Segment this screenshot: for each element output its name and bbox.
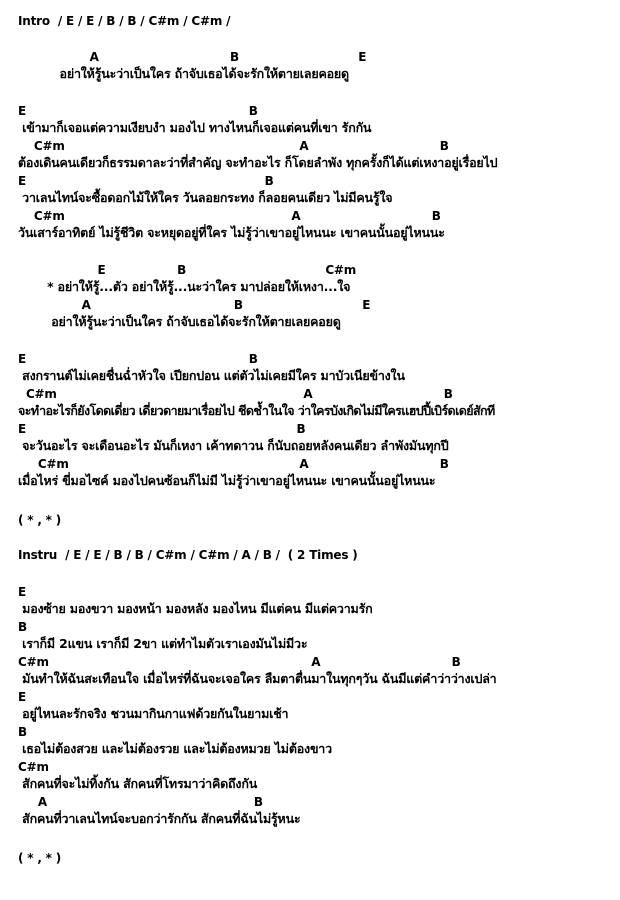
lyric-line: วันเสาร์อาทิตย์ ไม่รู้ชีวิต จะหยุดอยู่ที่ใคร ไม่รู้ว่าเขาอยู่ไหนนะ เขาคนนั้นอยู่ไหนนะ bbox=[18, 225, 445, 240]
chord-line: A B E bbox=[18, 50, 367, 64]
chord-line: E B bbox=[18, 352, 258, 366]
lyric-line: มองซ้าย มองขวา มองหน้า มองหลัง มองไหน มีแต่คน มีแต่ความรัก bbox=[18, 601, 373, 616]
lyric-line: อยู่ไหนละรักจริง ชวนมากินกาแฟด้วยกันในยามเช้า bbox=[18, 706, 289, 721]
chord-line: C#m A B bbox=[18, 457, 449, 471]
chord-line: E B bbox=[18, 174, 274, 188]
lyric-line: สงกรานต์ไม่เคยชื่นฉ่ำหัวใจ เปียกปอน แต่ตัวไม่เคยมีใคร มาบัวเนียข้างใน bbox=[18, 368, 405, 383]
chord-line: E B bbox=[18, 422, 306, 436]
chord-line: B bbox=[18, 725, 27, 739]
lyric-line: ต้องเดินคนเดียวก็ธรรมดาละว่าที่สำคัญ จะทำอะไร ก็โดยลำพัง ทุกครั้งก็ได้แต่เหงาอยู่เรื่อยไป bbox=[18, 155, 498, 170]
chord-line: E B bbox=[18, 104, 258, 118]
lyric-line: มันทำให้ฉันสะเทือนใจ เมื่อไหร่ที่ฉันจะเจอใคร ลืมตาตื่นมาในทุกๆวัน ฉันมีแต่คำว่าว่างเปล่า bbox=[18, 671, 497, 686]
repeat-marker: ( * , * ) bbox=[18, 513, 61, 527]
chord-line: B bbox=[18, 620, 27, 634]
lyric-line: อย่าให้รู้นะว่าเป็นใคร ถ้าจับเธอได้จะรักให้ตายเลยคอยดู bbox=[18, 314, 341, 329]
chord-line: C#m A B bbox=[18, 387, 453, 401]
lyric-line: อย่าให้รู้นะว่าเป็นใคร ถ้าจับเธอได้จะรักให้ตายเลยคอยดู bbox=[18, 66, 349, 81]
chord-line: A B bbox=[18, 795, 263, 809]
lyric-line: จะทำอะไรก็ยังโดดเดี่ยว เดี่ยวดายมาเรื่อยไป ชีดช้ำในใจ ว่าใครบังเกิดไม่มีใครแฮปปี้เบิร์ดเดย์สักที bbox=[18, 403, 495, 418]
lyric-line: วาเลนไทน์จะซื้อดอกไม้ให้ใคร วันลอยกระทง ก็ลอยคนเดียว ไม่มีคนรู้ใจ bbox=[18, 190, 393, 205]
lyric-line: จะวันอะไร จะเดือนอะไร มันก็เหงา เค้าทดาวน ก็นับถอยหลังคนเดียว ลำพังมันทุกปี bbox=[18, 438, 449, 453]
chord-line: C#m A B bbox=[18, 139, 449, 153]
lyric-line: เธอไม่ต้องสวย และไม่ต้องรวย และไม่ต้องหมวย ไม่ต้องขาว bbox=[18, 741, 332, 756]
chord-line: C#m bbox=[18, 760, 49, 774]
repeat-marker: ( * , * ) bbox=[18, 851, 61, 865]
lyric-line: สักคนที่จะไม่ทิ้งกัน สักคนที่โทรมาว่าคิดถึงกัน bbox=[18, 776, 258, 791]
lyric-line: สักคนที่วาเลนไทน์จะบอกว่ารักกัน สักคนที่ฉันไม่รู้หนะ bbox=[18, 811, 301, 826]
lyric-line: เมื่อไหร่ ขี่มอไซค์ มองไปคนซ้อนก็ไม่มี ไม่รู้ว่าเขาอยู่ไหนนะ เขาคนนั้นอยู่ไหนนะ bbox=[18, 473, 436, 488]
chord-line: E bbox=[18, 690, 26, 704]
lyric-line: เข้ามาก็เจอแต่ความเงียบงำ มองไป ทางไหนก็เจอแต่คนที่เขา รักกัน bbox=[18, 120, 372, 135]
chord-line: C#m A B bbox=[18, 209, 441, 223]
lyric-line: เราก็มี 2แขน เราก็มี 2ขา แต่ทำไมตัวเราเองมันไม่มีวะ bbox=[18, 636, 308, 651]
chord-line: A B E bbox=[18, 298, 371, 312]
lyric-line: * อย่าให้รู้...ตัว อย่าให้รู้...นะว่าใคร มาปล่อยให้เหงา...ใจ bbox=[18, 279, 351, 294]
chord-line: E B C#m bbox=[18, 263, 357, 277]
chord-line: C#m A B bbox=[18, 655, 461, 669]
chord-line: E bbox=[18, 585, 26, 599]
intro-line: Intro / E / E / B / B / C#m / C#m / bbox=[18, 14, 231, 28]
instru-line: Instru / E / E / B / B / C#m / C#m / A / B / ( 2 Times ) bbox=[18, 548, 358, 562]
